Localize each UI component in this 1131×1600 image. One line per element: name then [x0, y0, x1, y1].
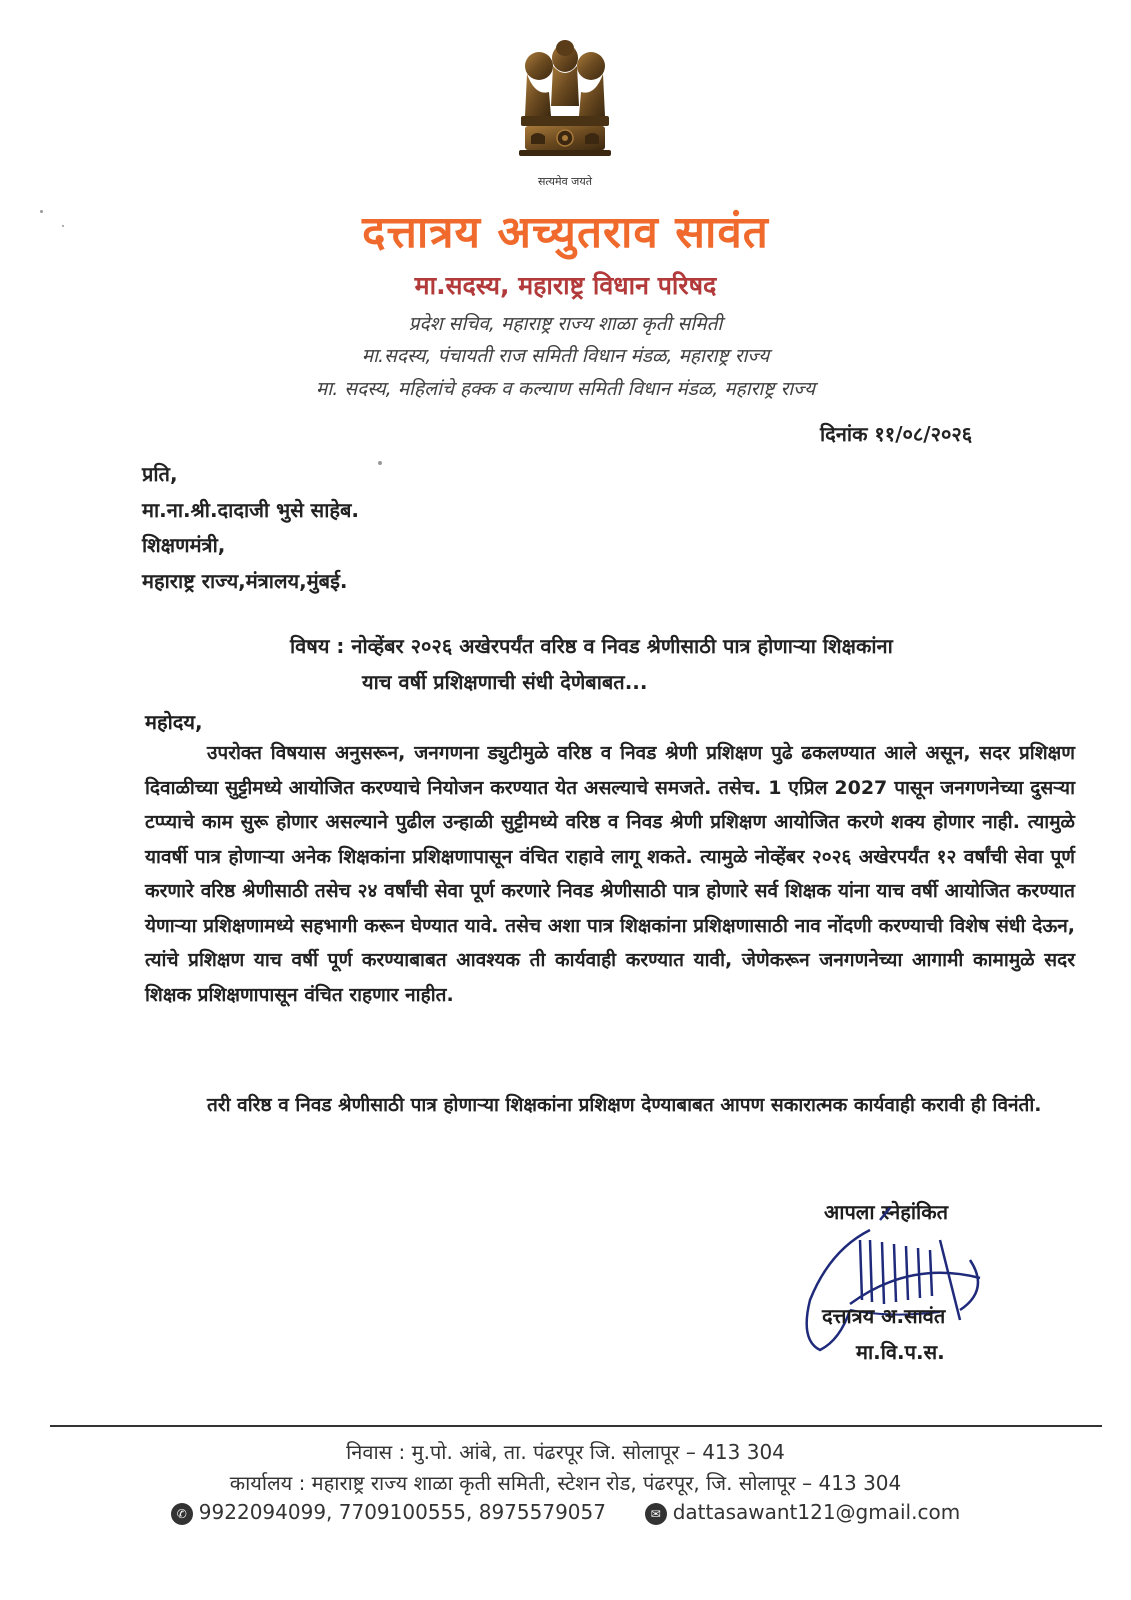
recipient-line: महाराष्ट्र राज्य,मंत्रालय,मुंबई.: [142, 569, 348, 593]
footer-phones: 9922094099, 7709100555, 8975579057: [198, 1500, 606, 1524]
scan-speck: [378, 461, 382, 465]
recipient-line: प्रति,: [142, 462, 178, 486]
footer-contact-row: [0, 1500, 1131, 1525]
recipient-line: मा.ना.श्री.दादाजी भुसे साहेब.: [142, 498, 360, 522]
letterhead-name: दत्तात्रय अच्युतराव सावंत: [362, 207, 769, 258]
footer-office: कार्यालय : महाराष्ट्र राज्य शाळा कृती समिती, स्टेशन रोड, पंढरपूर, जि. सोलापूर – 413 304: [229, 1471, 902, 1495]
national-emblem-icon: [515, 36, 615, 172]
letterhead-designation: मा.सदस्य, महाराष्ट्र विधान परिषद: [414, 271, 717, 300]
salutation: महोदय,: [145, 710, 203, 734]
letterhead-line-3: मा. सदस्य, महिलांचे हक्क व कल्याण समिती विधान मंडळ, महाराष्ट्र राज्य: [315, 378, 816, 400]
handwritten-signature: [790, 1200, 1000, 1360]
closing-phrase: आपला स्नेहांकित: [824, 1200, 948, 1224]
subject-line-1: विषय : नोव्हेंबर २०२६ अखेरपर्यंत वरिष्ठ व निवड श्रेणीसाठी पात्र होणाऱ्या शिक्षकांना: [290, 634, 893, 658]
footer-email: dattasawant121@gmail.com: [672, 1500, 961, 1524]
signatory-name: दत्तात्रय अ.सावंत: [822, 1304, 946, 1328]
letter-date: दिनांक ११/०८/२०२६: [820, 422, 973, 446]
footer-residence: निवास : मु.पो. आंबे, ता. पंढरपूर जि. सोलापूर – 413 304: [346, 1440, 785, 1464]
recipient-line: शिक्षणमंत्री,: [142, 533, 226, 557]
signatory-title: मा.वि.प.स.: [856, 1340, 945, 1364]
letterhead-line-2: मा.सदस्य, पंचायती राज समिती विधान मंडळ, महाराष्ट्र राज्य: [361, 345, 770, 367]
body-paragraph-1: उपरोक्त विषयास अनुसरून, जनगणना ड्युटीमुळे वरिष्ठ व निवड श्रेणी प्रशिक्षण पुढे ढकलण्यात आले असून, सदर प्रशिक्षण दिवाळीच्या सुट्टीमध्ये आयोजित करण्याचे नियोजन करण्यात येत असल्याचे समजते. तसेच. 1 एप्रिल 2027 पासून जनगणनेच्या दुसऱ्या टप्प्याचे काम सुरू होणार असल्याने पुढील उन्हाळी सुट्टीमध्ये वरिष्ठ व निवड श्रेणी प्रशिक्षण आयोजित करणे शक्य होणार नाही. त्यामुळे यावर्षी पात्र होणाऱ्या अनेक शिक्षकांना प्रशिक्षणापासून वंचित राहावे लागू शकते. त्यामुळे नोव्हेंबर २०२६ अखेरपर्यंत १२ वर्षांची सेवा पूर्ण करणारे वरिष्ठ श्रेणीसाठी तसेच २४ वर्षांची सेवा पूर्ण करणारे निवड श्रेणीसाठी पात्र होणारे सर्व शिक्षक यांना याच वर्षी आयोजित करण्यात येणाऱ्या प्रशिक्षणामध्ये सहभागी करून घेण्यात यावे. तसेच अशा पात्र शिक्षकांना प्रशिक्षणासाठी नाव नोंदणी करण्याची विशेष संधी देऊन, त्यांचे प्रशिक्षण याच वर्षी पूर्ण करण्याबाबत आवश्यक ती कार्यवाही करण्यात यावी, जेणेकरून जनगणनेच्या आगामी कामामुळे सदर शिक्षक प्रशिक्षणापासून वंचित राहणार नाहीत.: [145, 742, 1075, 1006]
emblem-motto: सत्यमेव जयते: [537, 175, 592, 188]
email-icon: ✉: [645, 1503, 667, 1525]
phone-icon: ✆: [171, 1503, 193, 1525]
footer-divider: [50, 1425, 1102, 1427]
letterhead-line-1: प्रदेश सचिव, महाराष्ट्र राज्य शाळा कृती समिती: [408, 313, 723, 335]
body-paragraph-2: तरी वरिष्ठ व निवड श्रेणीसाठी पात्र होणाऱ्या शिक्षकांना प्रशिक्षण देण्याबाबत आपण सकारात्मक कार्यवाही करावी ही विनंती.: [207, 1094, 1042, 1116]
subject-line-2: याच वर्षी प्रशिक्षणाची संधी देणेबाबत...: [362, 670, 648, 694]
